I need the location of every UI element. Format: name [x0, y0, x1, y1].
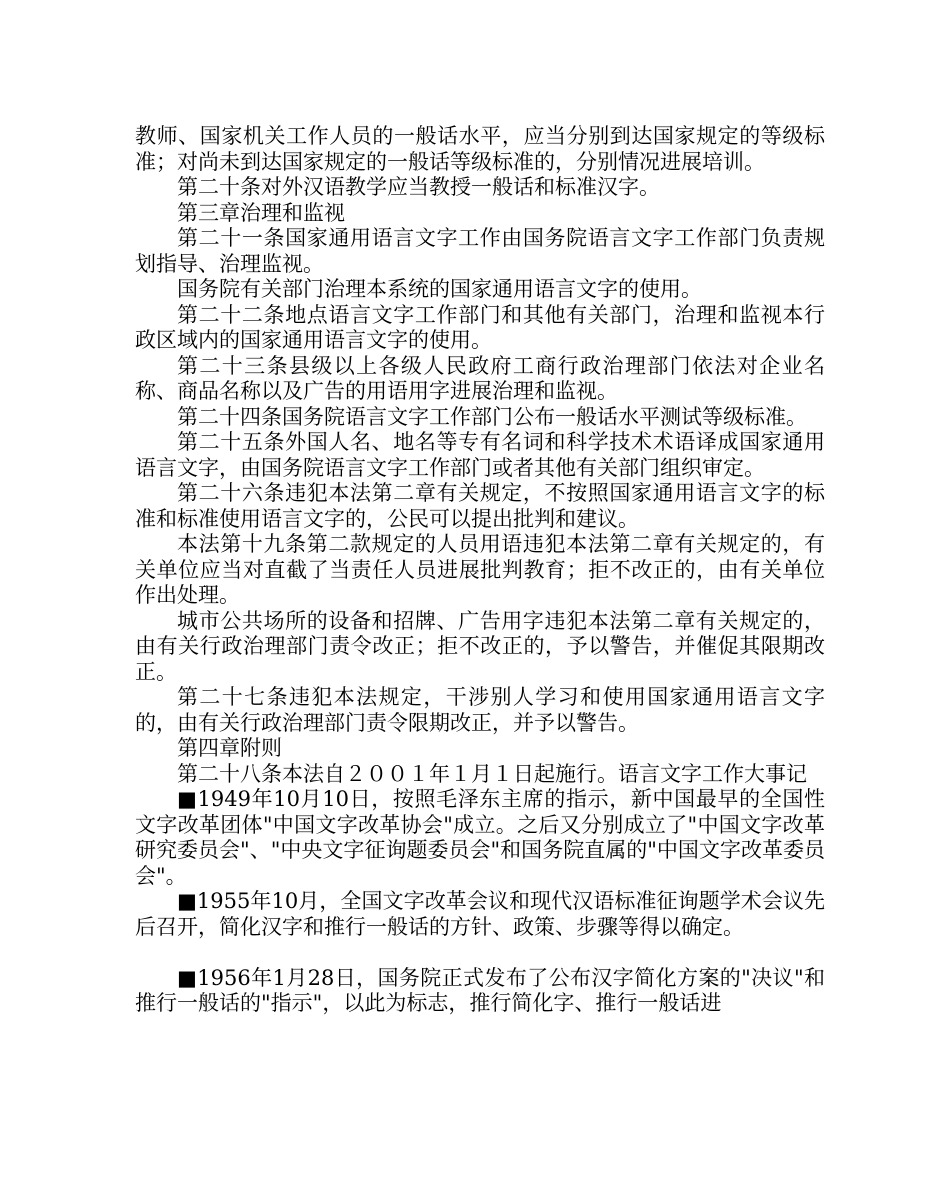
paragraph: 第二十五条外国人名、地名等专有名词和科学技术术语译成国家通用语言文字，由国务院语言文字工作部门或者其他有关部门组织审定。 — [135, 430, 825, 480]
blank-line — [135, 940, 825, 966]
paragraph: 国务院有关部门治理本系统的国家通用语言文字的使用。 — [177, 277, 702, 301]
paragraph: 第三章治理和监视 — [177, 200, 345, 225]
paragraph: 第四章附则 — [177, 736, 282, 760]
paragraph: 教师、国家机关工作人员的一般话水平，应当分别到达国家规定的等级标准；对尚未到达国家规定的一般话等级标准的，分别情况进展培训。 — [135, 124, 825, 174]
document-page — [135, 124, 825, 1017]
paragraph: 第二十六条违犯本法第二章有关规定，不按照国家通用语言文字的标准和标准使用语言文字的，公民可以提出批判和建议。 — [135, 481, 825, 531]
paragraph: 第二十二条地点语言文字工作部门和其他有关部门，治理和监视本行政区域内的国家通用语言文字的使用。 — [135, 302, 825, 352]
paragraph: ■1956年1月28日，国务院正式发布了公布汉字简化方案的"决议"和推行一般话的"指示"，以此为标志，推行简化字、推行一般话进 — [135, 965, 825, 1015]
paragraph: ■1949年10月10日，按照毛泽东主席的指示，新中国最早的全国性文字改革团体"中国文字改革协会"成立。之后又分别成立了"中国文字改革研究委员会"、"中央文字征询题委员会"和国务院直属的"中国文字改革委员会"。 — [135, 787, 825, 888]
paragraph: 第二十条对外汉语教学应当教授一般话和标准汉字。 — [177, 175, 660, 199]
paragraph: 第二十七条违犯本法规定，干涉别人学习和使用国家通用语言文字的，由有关行政治理部门责令限期改正，并予以警告。 — [135, 685, 825, 735]
paragraph: ■1955年10月，全国文字改革会议和现代汉语标准征询题学术会议先后召开，简化汉字和推行一般话的方针、政策、步骤等得以确定。 — [135, 889, 825, 939]
paragraph: 第二十四条国务院语言文字工作部门公布一般话水平测试等级标准。 — [177, 404, 807, 429]
paragraph: 第二十三条县级以上各级人民政府工商行政治理部门依法对企业名称、商品名称以及广告的用语用字进展治理和监视。 — [135, 353, 825, 403]
paragraph: 第二十一条国家通用语言文字工作由国务院语言文字工作部门负责规划指导、治理监视。 — [135, 226, 825, 276]
paragraph: 本法第十九条第二款规定的人员用语违犯本法第二章有关规定的，有关单位应当对直截了当责任人员进展批判教育；拒不改正的，由有关单位作出处理。 — [135, 532, 825, 607]
paragraph: 第二十八条本法自２００１年１月１日起施行。语言文字工作大事记 — [177, 761, 807, 786]
paragraph: 城市公共场所的设备和招牌、广告用字违犯本法第二章有关规定的，由有关行政治理部门责令改正；拒不改正的，予以警告，并催促其限期改正。 — [135, 608, 825, 684]
